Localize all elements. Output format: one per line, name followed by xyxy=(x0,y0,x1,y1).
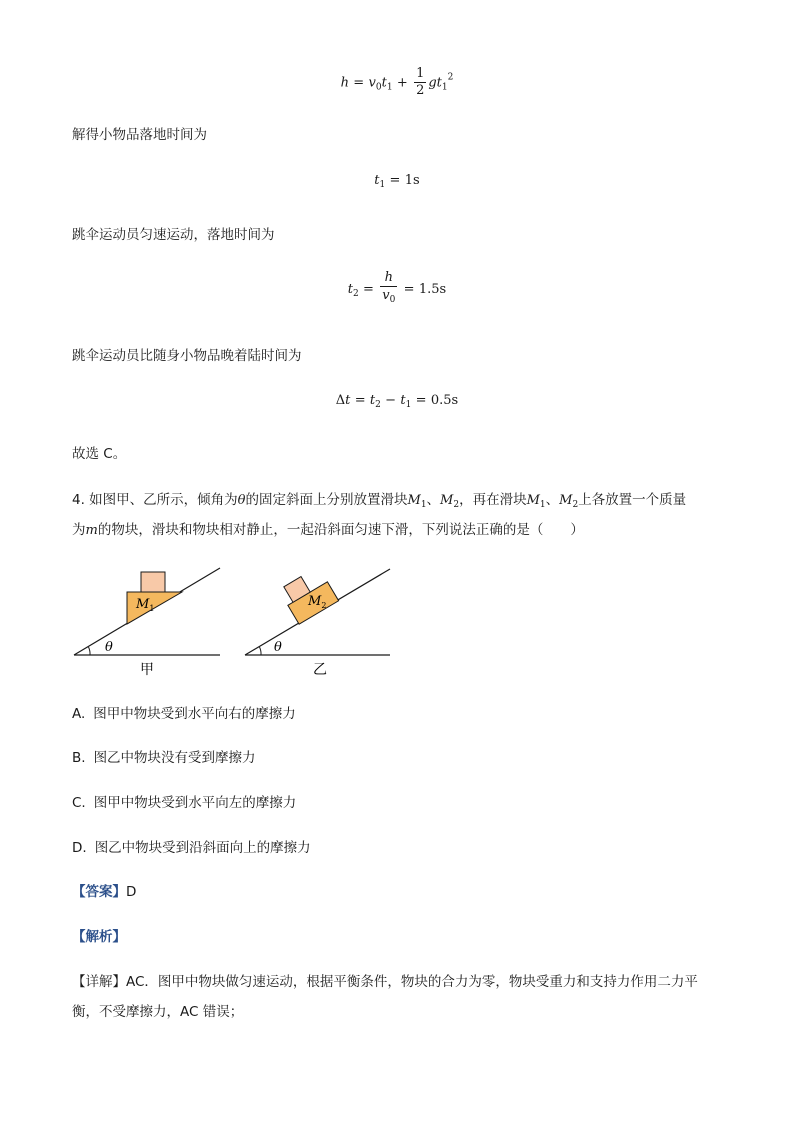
formula-t1: $t_1 = 1s$ xyxy=(374,173,420,190)
left-cube xyxy=(141,572,165,592)
right-angle-label: θ xyxy=(274,640,282,655)
right-angle-arc xyxy=(260,647,262,655)
right-block-label: $M_2$ xyxy=(308,594,327,610)
formula-delta-t: $\Delta t = t_2 - t_1 = 0.5s$ xyxy=(335,393,459,410)
answer-line xyxy=(72,880,136,900)
left-block-label: $M_1$ xyxy=(136,597,155,613)
option-d: D. 图乙中物块受到沿斜面向上的摩擦力 xyxy=(72,840,311,856)
paragraph-3: 跳伞运动员比随身小物品晚着陆时间为 xyxy=(72,348,302,364)
analysis-tag: 【解析】 xyxy=(72,929,126,945)
answer-value: D xyxy=(126,884,137,900)
option-c: C. 图甲中物块受到水平向左的摩擦力 xyxy=(72,795,297,811)
option-a: A. 图甲中物块受到水平向右的摩擦力 xyxy=(72,706,296,722)
left-caption: 甲 xyxy=(140,662,154,678)
right-caption: 乙 xyxy=(313,662,327,678)
question-line-1: 4. 如图甲、乙所示，倾角为θ的固定斜面上分别放置滑块$M_1$、$M_2$，再在滑块$M_1$、$M_2$上各放置一个质量 xyxy=(72,492,687,510)
paragraph-2: 跳伞运动员匀速运动，落地时间为 xyxy=(72,227,275,243)
question-line-2: 为m的物块，滑块和物块相对静止，一起沿斜面匀速下滑，下列说法正确的是（ ） xyxy=(72,522,584,538)
left-angle-arc xyxy=(89,647,91,655)
formula-height: $h = v_0t_1$ + $\frac{1}{2}$ $gt_1^2$ xyxy=(340,66,454,98)
detail-tag: 【详解】 xyxy=(72,974,126,990)
paragraph-1: 解得小物品落地时间为 xyxy=(72,127,207,143)
fraction-h-over-v0: $\frac{h}{v_0}$ xyxy=(382,270,396,305)
option-b: B. 图乙中物块没有受到摩擦力 xyxy=(72,750,256,766)
left-angle-label: θ xyxy=(105,640,113,655)
fraction-half: $\frac{1}{2}$ xyxy=(416,66,425,98)
answer-tag: 【答案】 xyxy=(72,884,126,900)
detail-line-2: 衡，不受摩擦力，AC 错误； xyxy=(72,1004,244,1020)
paragraph-4: 故选 C。 xyxy=(72,446,127,462)
formula-t2: $t_2$ = $\frac{h}{v_0}$ = 1.5s xyxy=(0,270,794,308)
analysis-line xyxy=(72,925,126,945)
incline-figure xyxy=(60,560,410,685)
detail-line-1: 【详解】AC．图甲中物块做匀速运动，根据平衡条件，物块的合力为零，物块受重力和支持力作用二力平 xyxy=(72,974,698,990)
